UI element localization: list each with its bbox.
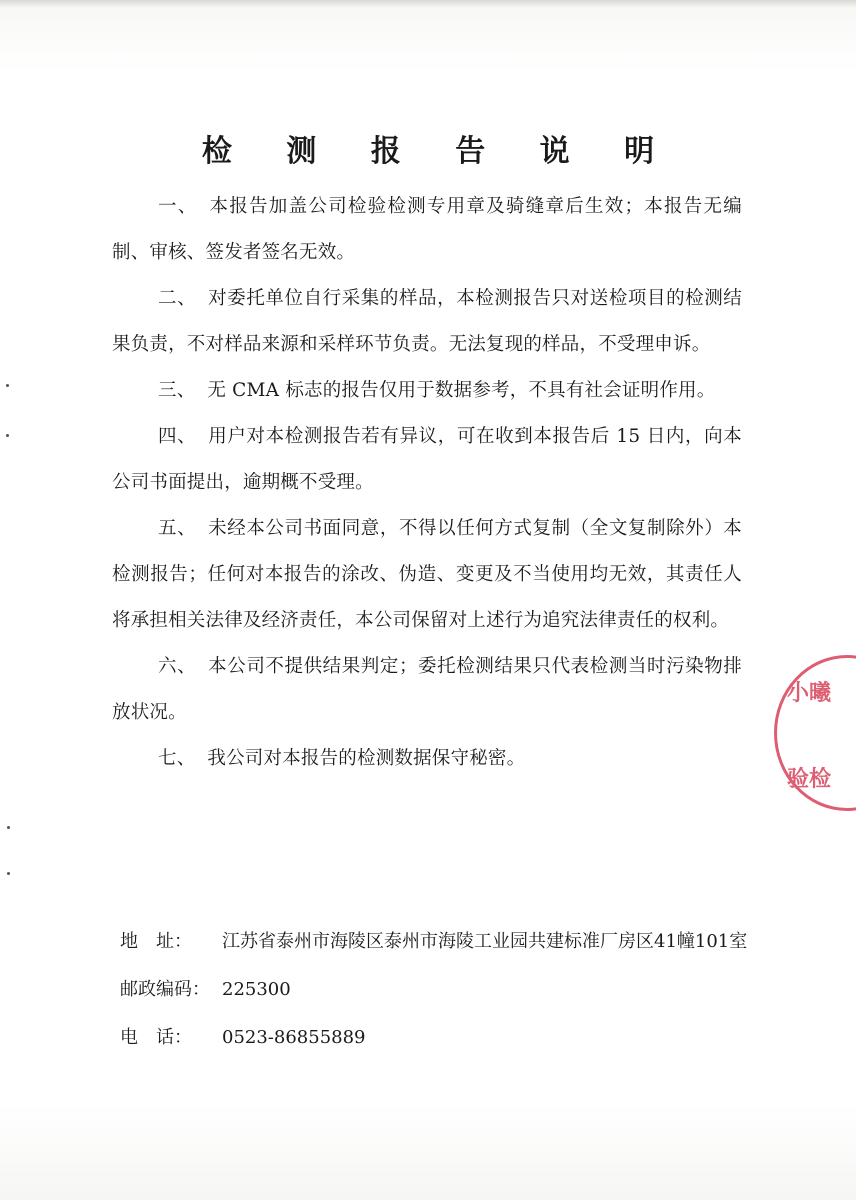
notes-body: [112, 184, 742, 782]
phone-row: [120, 1014, 760, 1062]
contact-info: [120, 918, 760, 1062]
note-item-4: 四、 用户对本检测报告若有异议，可在收到本报告后 15 日内，向本公司书面提出，逾期概不受理。: [112, 426, 742, 493]
note-item-2: 二、 对委托单位自行采集的样品，本检测报告只对送检项目的检测结果负责，不对样品来源和采样环节负责。无法复现的样品，不受理申诉。: [112, 288, 743, 355]
phone-value: 0523-86855889: [222, 1027, 366, 1048]
postcode-value: 225300: [222, 979, 291, 1000]
scan-speck: [7, 826, 10, 829]
seal-text-top: 小曦: [787, 681, 832, 706]
postcode-label: 邮政编码：: [120, 979, 210, 1000]
address-row: [120, 918, 760, 966]
company-seal: [774, 655, 856, 811]
address-label: 地 址：: [120, 931, 192, 952]
note-item-6: 六、 本公司不提供结果判定；委托检测结果只代表检测当时污染物排放状况。: [112, 656, 743, 723]
note-item-3: 三、 无 CMA 标志的报告仅用于数据参考，不具有社会证明作用。: [158, 380, 716, 401]
address-value: 江苏省泰州市海陵区泰州市海陵工业园共建标准厂房区41幢101室: [222, 931, 748, 952]
note-item-5: 五、 未经本公司书面同意，不得以任何方式复制（全文复制除外）本检测报告；任何对本报告的涂改、伪造、变更及不当使用均无效，其责任人将承担相关法律及经济责任，本公司保留对上述行为追究法律责任的权利。: [112, 518, 743, 631]
scan-speck: [7, 872, 10, 875]
scan-edge: [0, 0, 856, 8]
phone-label: 电 话：: [120, 1027, 192, 1048]
scan-speck: [6, 434, 9, 437]
page-title: 检 测 报 告 说 明: [201, 134, 677, 169]
seal-text-bottom: 验检: [787, 767, 832, 792]
note-item-7: 七、 我公司对本报告的检测数据保守秘密。: [158, 748, 526, 769]
scan-speck: [6, 384, 9, 387]
postcode-row: [120, 966, 760, 1014]
note-item-1: 一、 本报告加盖公司检验检测专用章及骑缝章后生效；本报告无编制、审核、签发者签名无效。: [112, 196, 743, 263]
